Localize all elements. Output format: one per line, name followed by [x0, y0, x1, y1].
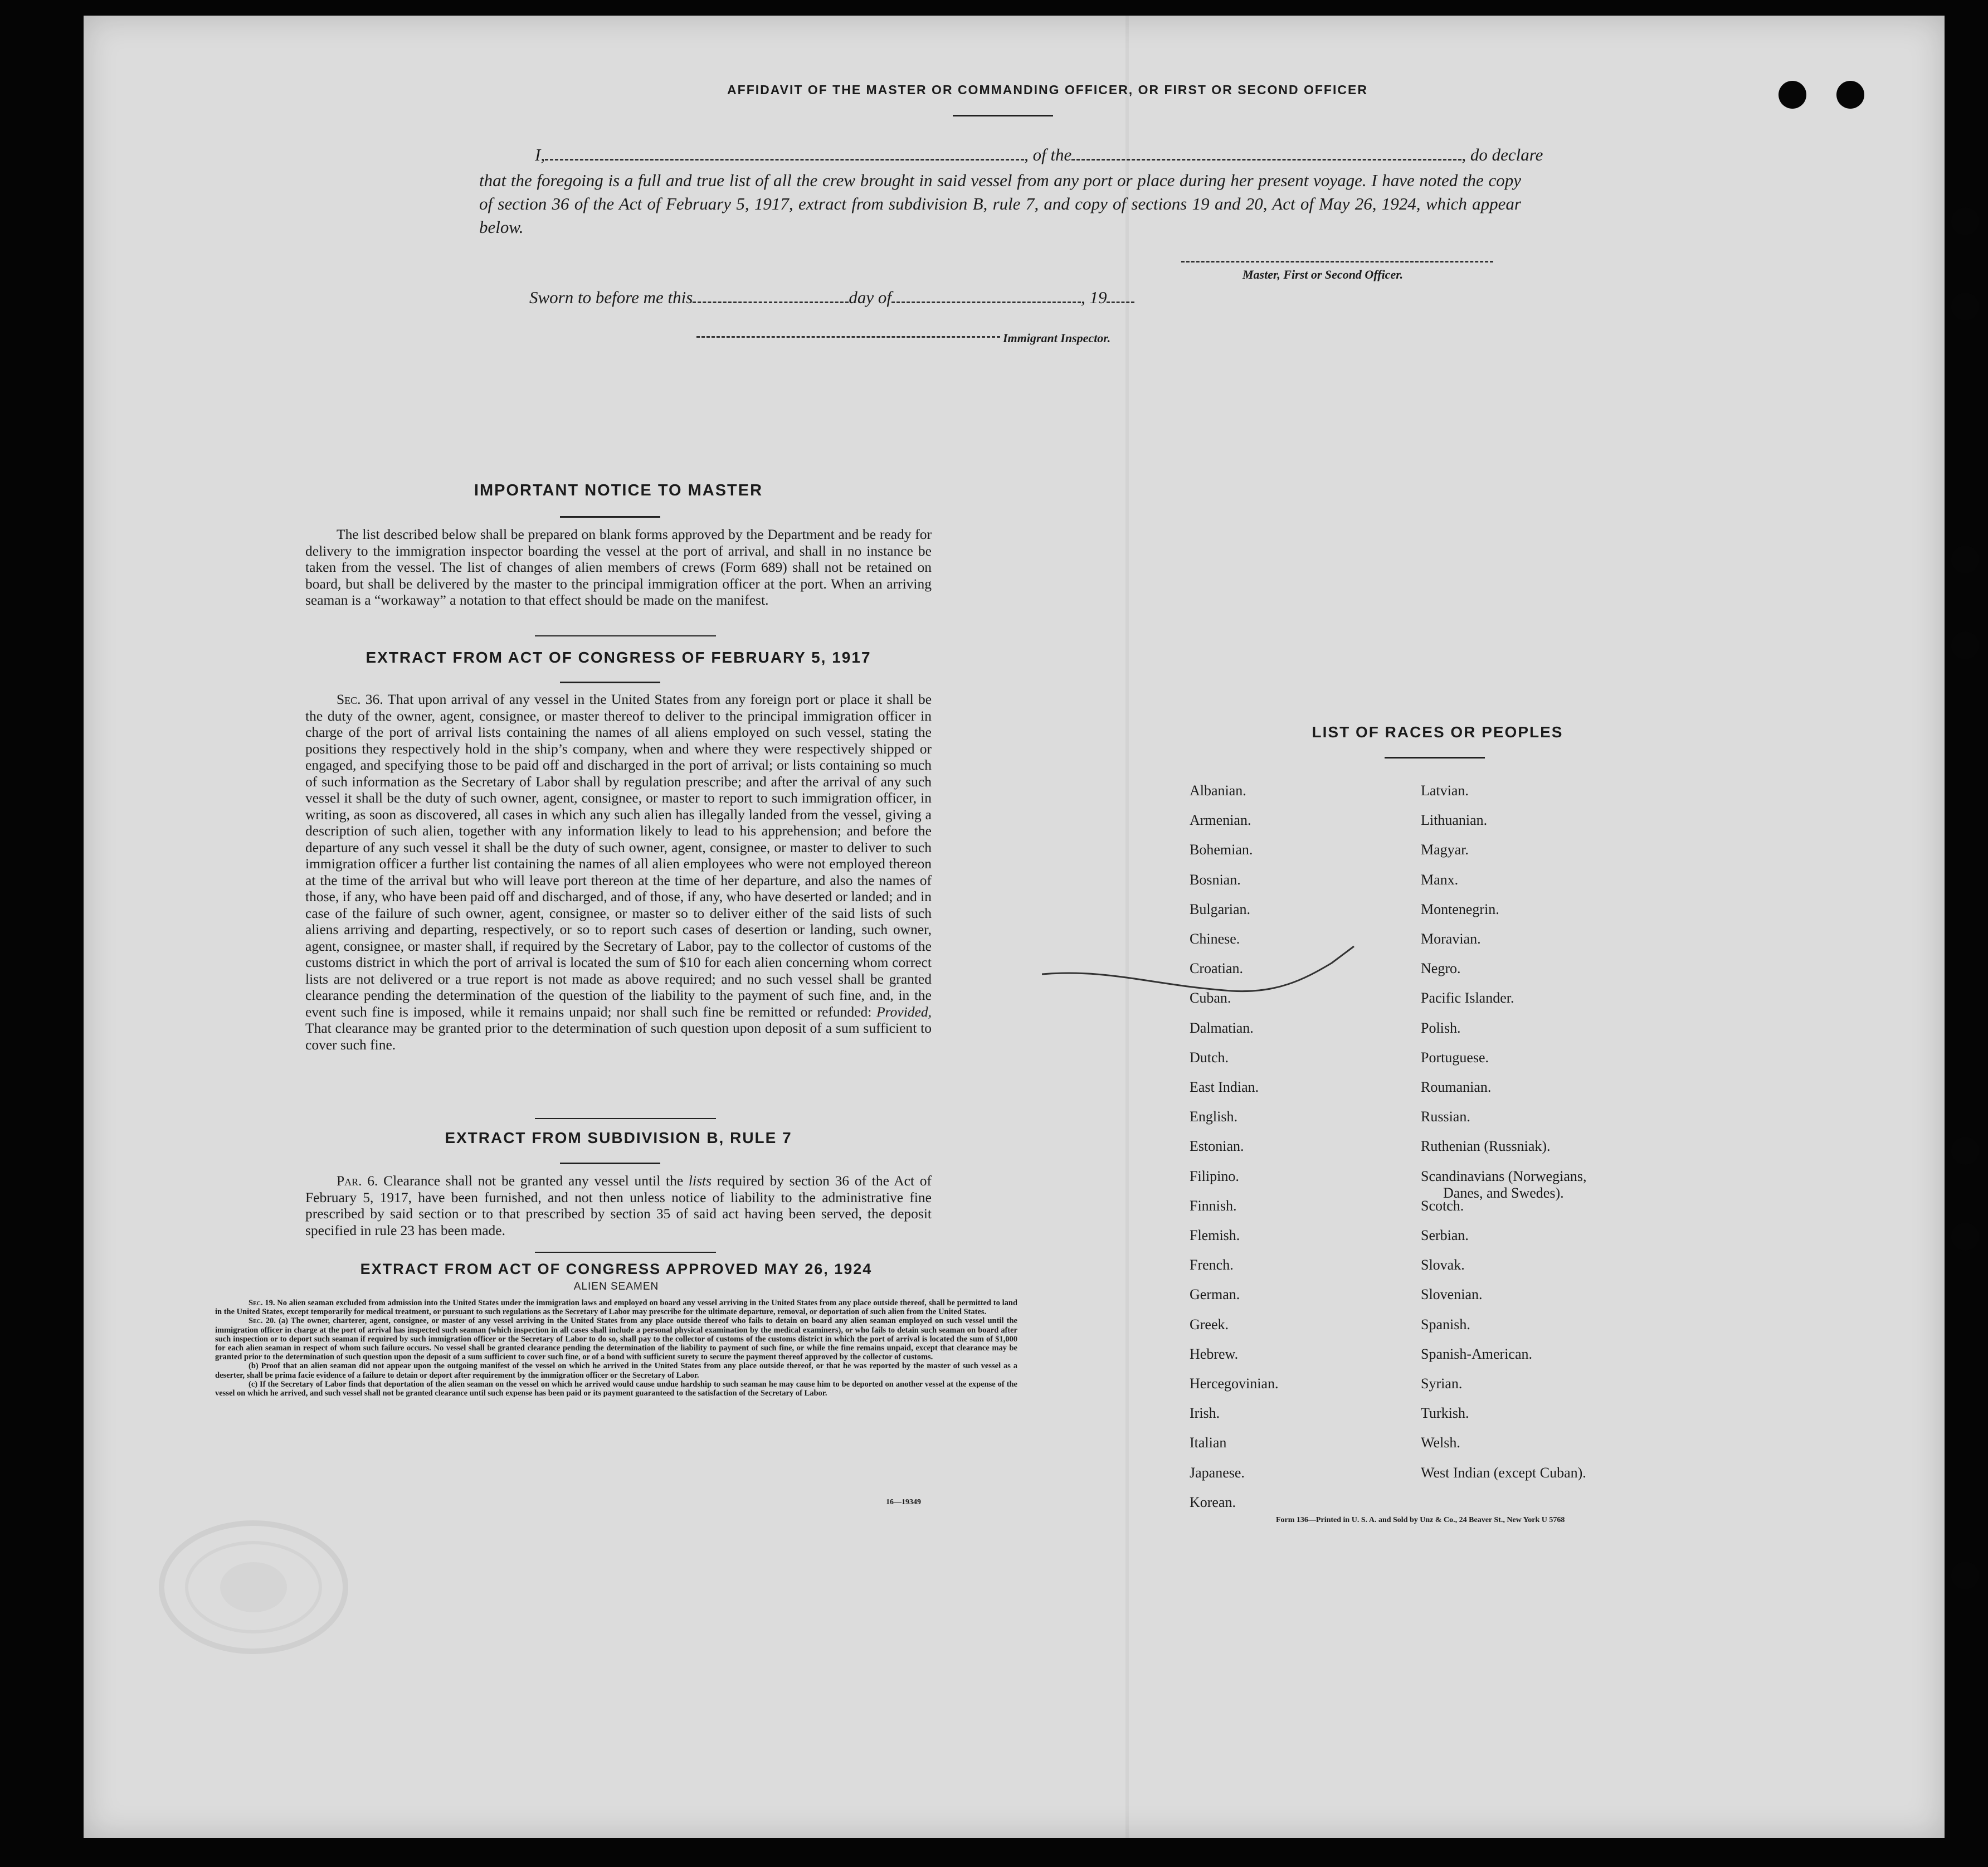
- section-20-label: Sec. 20.: [248, 1316, 276, 1326]
- race-item: Korean.: [1190, 1494, 1236, 1510]
- sworn-year-label: , 19: [1080, 288, 1107, 307]
- extract-1917-rule: [560, 682, 660, 683]
- binder-hole: [1779, 81, 1806, 109]
- notice-heading: IMPORTANT NOTICE TO MASTER: [474, 482, 763, 499]
- inspector-caption: Immigrant Inspector.: [1003, 331, 1111, 345]
- race-item: Slovak.: [1421, 1257, 1465, 1273]
- race-item: Chinese.: [1190, 931, 1240, 947]
- notice-body: The list described below shall be prepared on blank forms approved by the Department and be ready for delivery to the immigration inspector boarding the vessel at the port of arrival, and shall in no instance be taken from the vessel. The list of changes of alien members of crews (Form 689) shall not be retained on board, but shall be delivered by the master to the principal immigration officer at the port. When an arriving seaman is a “workaway” a notation to that effect should be made on the manifest.: [305, 526, 932, 608]
- section-20a-body: (a) The owner, charterer, agent, consignee, or master of any vessel arriving in the United States from any place outside thereof who fails to detain on board any alien seaman employed on such vessel until the immigration officer in charge at the port of arrival has inspected such seaman (which inspection in all cases shall include a personal physical examination by the medical examiners), or who fails to detain such seaman on board after such inspection or to deport such seaman if required by such immigration officer or the Secretary of Labor to do so, shall pay to the collector of customs of the customs district in which the port of arrival is located the sum of $1,000 for each alien seaman in respect of whom such failure occurs. No vessel shall be granted clearance pending the determination of the liability to payment of such fine, or while the fine remains unpaid, except that clearance may be granted prior to the determination of such question upon the deposit of a sum sufficient to cover such fine, or of a bond with sufficient surety to secure the payment thereof approved by the collector of customs.: [215, 1316, 1017, 1362]
- race-item: Hebrew.: [1190, 1345, 1239, 1362]
- binder-hole: [1951, 207, 1979, 235]
- affidavit-body: that the foregoing is a full and true list of all the crew brought in said vessel from any port or place during her present voyage. I have noted the copy of section 36 of the Act of February 5, 1917, extract from subdivision B, rule 7, and copy of sections 19 and 20, Act of May 26, 1924, which appear below.: [479, 171, 1521, 237]
- paragraph-6-body-end: required by section 36 of the Act of February 5, 1917, have been furnished, and not then unless notice of liability to the administrative fine prescribed by said section or to that prescribed by section 35 of said act having been served, the deposit specified in rule 23 has been made.: [305, 1173, 932, 1238]
- race-item: Bohemian.: [1190, 842, 1253, 858]
- sworn-line: [529, 288, 1134, 308]
- race-item: Latvian.: [1421, 782, 1469, 799]
- binder-hole: [1951, 631, 1979, 659]
- binder-hole: [1951, 1562, 1979, 1589]
- race-item: Hercegovinian.: [1190, 1375, 1279, 1392]
- section-20a-paragraph: [215, 1316, 1017, 1362]
- subdivision-rule: [560, 1163, 660, 1164]
- race-item: Polish.: [1421, 1019, 1461, 1036]
- paragraph-6-text: [305, 1173, 932, 1238]
- affidavit-i-label: I,: [535, 145, 545, 164]
- race-item: Estonian.: [1190, 1138, 1244, 1155]
- race-item: Serbian.: [1421, 1227, 1469, 1243]
- section-36-body: That upon arrival of any vessel in the United States from any foreign port or place it shall be the duty of the owner, agent, consignee, or master thereof to deliver to the principal immigration officer in charge of the port of arrival lists containing the names of all aliens employed on such vessel, stating the positions they respectively hold in the ship’s company, when and where they were respectively shipped or engaged, and specifying those to be paid off and discharged in the port of arrival; or lists containing so much of such information as the Secretary of Labor shall by regulation prescribe; and after the arrival of any such vessel it shall be the duty of such owner, agent, consignee, or master to report to such immigration officer, in writing, as soon as discovered, all cases in which any such alien has illegally landed from the vessel, giving a description of such alien, together with any information likely to lead to his apprehension; and before the departure of any such vessel it shall be the duty of such owner, agent, consignee, or master to deliver to such immigration officer a further list containing the names of all alien employees who were not employed thereon at the time of the arrival but who will leave port thereon at the time of her departure, and also the names of those, if any, who have been paid off and discharged, and of those, if any, who have deserted or landed; and in case of the failure of such owner, agent, consignee, or master so to deliver either of the said lists of such aliens arriving and departing, respectively, or so to report such cases of desertion or landing, such owner, agent, consignee, or master shall, if required by the Secretary of Labor, pay to the collector of customs of the customs district in which the port of arrival is located the sum of $10 for each alien concerning whom correct lists are not delivered or a true report is not made as above required; and no such vessel shall be granted clearance pending the determination of the question of the liability to the payment of such fine, and, in the event such fine is imposed, while it remains unpaid; nor shall such fine be remitted or refunded:: [305, 691, 932, 1020]
- vessel-blank[interactable]: [1071, 147, 1461, 161]
- document-page: [84, 16, 1945, 1838]
- race-item: Greek.: [1190, 1316, 1229, 1333]
- binder-hole: [1951, 546, 1979, 573]
- extract-1924-heading: EXTRACT FROM ACT OF CONGRESS APPROVED MAY 26, 1924: [360, 1261, 873, 1277]
- race-item: Irish.: [1190, 1405, 1220, 1422]
- provided-term: Provided,: [876, 1003, 932, 1020]
- race-item: Spanish-American.: [1421, 1345, 1533, 1362]
- race-item: Scotch.: [1421, 1197, 1464, 1214]
- race-item: English.: [1190, 1108, 1237, 1125]
- subdivision-heading: EXTRACT FROM SUBDIVISION B, RULE 7: [445, 1129, 792, 1146]
- paragraph-6-label: Par. 6.: [337, 1173, 378, 1189]
- race-item: Dutch.: [1190, 1049, 1229, 1066]
- sections-19-20-text: [215, 1299, 1017, 1398]
- paragraph-6-body-start: Clearance shall not be granted any vessel until the: [383, 1173, 684, 1189]
- master-signature-caption: Master, First or Second Officer.: [1242, 268, 1404, 281]
- races-heading: LIST OF RACES OR PEOPLES: [1312, 723, 1563, 741]
- race-item: Montenegrin.: [1421, 901, 1499, 917]
- notice-rule: [560, 516, 660, 518]
- divider-rule: [535, 1252, 716, 1253]
- section-36-label: Sec. 36.: [337, 691, 383, 707]
- race-item: Dalmatian.: [1190, 1019, 1254, 1036]
- race-item: German.: [1190, 1286, 1240, 1303]
- race-item: Russian.: [1421, 1108, 1470, 1125]
- race-item: Syrian.: [1421, 1375, 1463, 1392]
- section-36-text: [305, 691, 932, 1053]
- heading-rule: [953, 115, 1053, 116]
- extract-1917-heading: EXTRACT FROM ACT OF CONGRESS OF FEBRUARY 5, 1917: [366, 649, 871, 666]
- race-item: Japanese.: [1190, 1464, 1245, 1481]
- races-rule: [1385, 757, 1485, 759]
- sworn-year-blank[interactable]: [1107, 289, 1134, 303]
- race-item: Negro.: [1421, 960, 1461, 977]
- race-item: Ruthenian (Russniak).: [1421, 1138, 1551, 1155]
- section-36-proviso: That clearance may be granted prior to the determination of such question upon deposit of a sum sufficient to cover such fine.: [305, 1020, 932, 1053]
- race-item: Filipino.: [1190, 1168, 1239, 1184]
- sworn-month-blank[interactable]: [891, 289, 1081, 303]
- affidavit-of-the-label: , of the: [1024, 145, 1072, 164]
- lists-term: lists: [688, 1173, 712, 1189]
- affidavit-declaration-line: [535, 145, 1543, 165]
- binder-hole: [1951, 1223, 1979, 1251]
- race-item: Turkish.: [1421, 1405, 1469, 1422]
- sworn-day-blank[interactable]: [693, 289, 849, 303]
- section-20b-paragraph: (b) Proof that an alien seaman did not appear upon the outgoing manifest of the vessel on which he arrived in the United States from any place outside thereof, or that he was reported by the master of such vessel as a deserter, shall be prima facie evidence of a failure to detain or deport after requirement by the immigration officer or the Secretary of Labor.: [215, 1362, 1017, 1380]
- notary-seal-emboss: [148, 1515, 359, 1660]
- race-item: Roumanian.: [1421, 1079, 1492, 1095]
- binder-hole: [1836, 81, 1864, 109]
- race-item: Slovenian.: [1421, 1286, 1483, 1303]
- race-item: Albanian.: [1190, 782, 1246, 799]
- race-item: Lithuanian.: [1421, 812, 1488, 829]
- section-19-paragraph: [215, 1299, 1017, 1316]
- race-item: East Indian.: [1190, 1079, 1259, 1095]
- race-item: Bulgarian.: [1190, 901, 1251, 917]
- printer-footer: Form 136—Printed in U. S. A. and Sold by Unz & Co., 24 Beaver St., New York U 5768: [1276, 1516, 1565, 1524]
- race-item: Magyar.: [1421, 842, 1469, 858]
- race-item: Finnish.: [1190, 1197, 1237, 1214]
- section-19-label: Sec. 19.: [248, 1299, 275, 1307]
- race-item: Portuguese.: [1421, 1049, 1489, 1066]
- race-item: French.: [1190, 1257, 1234, 1273]
- divider-rule: [535, 635, 716, 636]
- section-20c-paragraph: (c) If the Secretary of Labor finds that deportation of the alien seaman on the vessel on which he arrived would cause undue hardship to such seaman he may cause him to be deported on another vessel at the expense of the vessel on which he arrived, and such vessel shall not be granted clearance until such expense has been paid or its payment guaranteed to the satisfaction of the Secretary of Labor.: [215, 1379, 1017, 1398]
- race-item: Flemish.: [1190, 1227, 1240, 1243]
- divider-rule: [535, 1118, 716, 1119]
- race-item: Welsh.: [1421, 1435, 1460, 1451]
- race-item: West Indian (except Cuban).: [1421, 1464, 1586, 1481]
- form-code: 16—19349: [886, 1498, 921, 1506]
- race-item: Spanish.: [1421, 1316, 1470, 1333]
- race-item: Armenian.: [1190, 812, 1251, 829]
- sworn-day-label: day of: [849, 288, 891, 307]
- name-blank[interactable]: [545, 147, 1024, 161]
- affidavit-heading: AFFIDAVIT OF THE MASTER OR COMMANDING OFFICER, OR FIRST OR SECOND OFFICER: [727, 82, 1368, 97]
- master-signature-blank[interactable]: [1181, 261, 1493, 262]
- race-item: Scandinavians (Norwegians,: [1421, 1168, 1587, 1184]
- race-item: Pacific Islander.: [1421, 990, 1514, 1007]
- binder-hole: [1951, 1137, 1979, 1165]
- sworn-label: Sworn to before me this: [529, 288, 693, 307]
- section-19-body: No alien seaman excluded from admission into the United States under the immigration laws and employed on board any vessel arriving in the United States from any place outside thereof, shall be permitted to land in the United States, except temporarily for medical treatment, or pursuant to such regulations as the Secretary of Labor may prescribe for the ultimate departure, removal, or deportation of such alien from the United States.: [215, 1299, 1017, 1317]
- alien-seamen-subheading: ALIEN SEAMEN: [573, 1281, 659, 1292]
- race-item: Danes, and Swedes).: [1443, 1184, 1564, 1201]
- race-item: Croatian.: [1190, 960, 1244, 977]
- race-item: Bosnian.: [1190, 871, 1241, 888]
- race-item: Italian: [1190, 1435, 1227, 1451]
- race-item: Moravian.: [1421, 931, 1481, 947]
- affidavit-declare-label: , do declare: [1461, 145, 1543, 164]
- binder-hole: [1951, 293, 1979, 320]
- race-item: Cuban.: [1190, 990, 1231, 1007]
- inspector-signature-blank[interactable]: [696, 336, 1000, 338]
- race-item: Manx.: [1421, 871, 1459, 888]
